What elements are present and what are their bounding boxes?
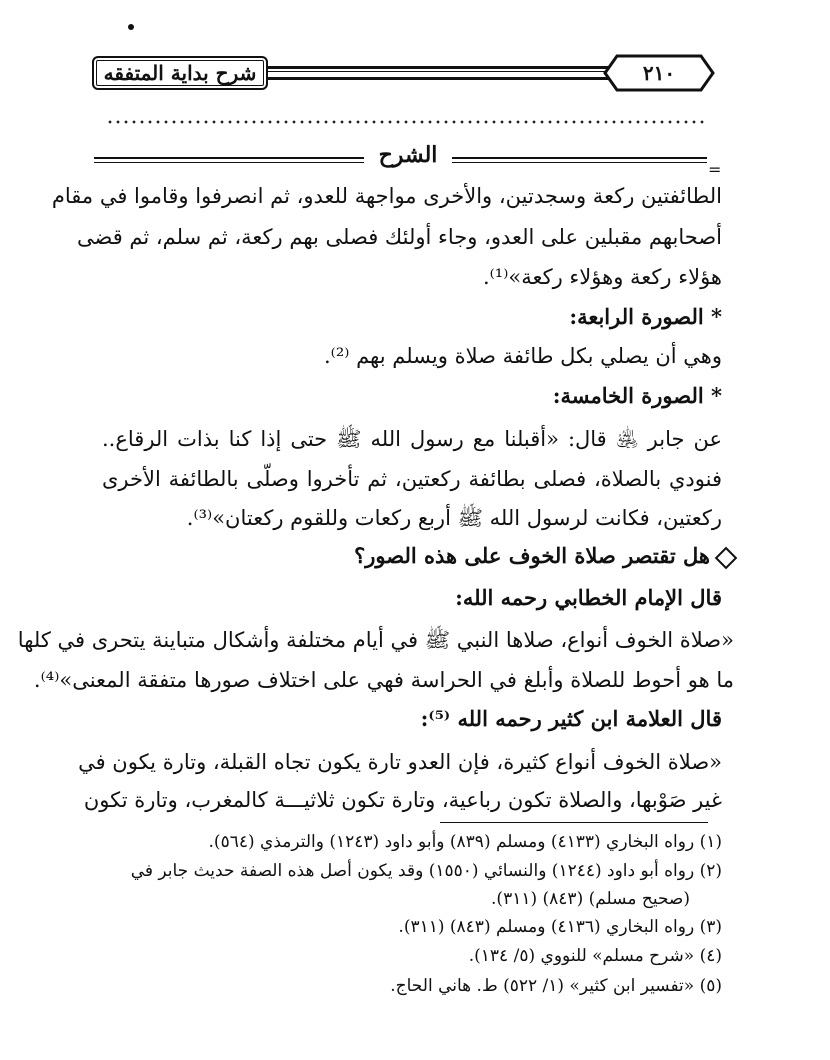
- page-number: ٢١٠: [642, 61, 676, 85]
- section-rule-right-thin: [452, 162, 707, 163]
- body-line: «صلاة الخوف أنواع، صلاها النبي ﷺ في أيام مختلفة وأشكال متباينة يتحرى في كلها: [17, 628, 734, 652]
- question-text: هل تقتصر صلاة الخوف على هذه الصور؟: [354, 543, 710, 568]
- footnote-rule: [440, 822, 708, 823]
- footnote: (١) رواه البخاري (٤١٣٣) ومسلم (٨٣٩) وأبو داود (١٢٤٣) والترمذي (٥٦٤).: [208, 832, 722, 852]
- dotted-separator: [106, 118, 706, 132]
- body-line: وهي أن يصلي بكل طائفة صلاة ويسلم بهم ⁽²⁾.: [323, 344, 722, 368]
- body-line: عن جابر ﵁ قال: «أقبلنا مع رسول الله ﷺ حتى إذا كنا بذات الرقاع..: [102, 427, 722, 451]
- body-line: ما هو أحوط للصلاة وأبلغ في الحراسة فهي على اختلاف صورها متفقة المعنى»⁽⁴⁾.: [33, 668, 734, 692]
- body-line: فنودي بالصلاة، فصلى بطائفة ركعتين، ثم تأخروا وصلّى بالطائفة الأخرى: [102, 467, 722, 491]
- margin-dot: [128, 24, 134, 30]
- body-line: ركعتين، فكانت لرسول الله ﷺ أربع ركعات وللقوم ركعتان»⁽³⁾.: [186, 506, 722, 530]
- footnote: (صحيح مسلم) (٨٤٣) (٣١١).: [491, 889, 690, 909]
- margin-mark: =: [708, 160, 722, 179]
- footnote: (٥) «تفسير ابن كثير» (١/ ٥٢٢) ط. هاني الحاج.: [390, 976, 722, 996]
- body-line: «صلاة الخوف أنواع كثيرة، فإن العدو تارة يكون تجاه القبلة، وتارة يكون في: [78, 750, 722, 774]
- header-rule: [268, 66, 608, 80]
- body-line: غير صَوْبها، والصلاة تكون رباعية، وتارة تكون ثلاثيـــة كالمغرب، وتارة تكون: [83, 788, 722, 812]
- subheading-fourth-form: * الصورة الرابعة:: [569, 304, 722, 329]
- section-rule-right: [452, 157, 707, 159]
- section-rule-left: [94, 157, 364, 159]
- question-heading: [114, 541, 734, 571]
- book-title: شرح بداية المتفقه: [92, 56, 268, 90]
- diamond-icon: [715, 546, 738, 569]
- section-rule-left-thin: [94, 162, 364, 163]
- body-line: أصحابهم مقبلين على العدو، وجاء أولئك فصلى بهم ركعة، ثم سلم، ثم قضى: [76, 225, 722, 249]
- footnote: (٢) رواه أبو داود (١٢٤٤) والنسائي (١٥٥٠) وقد يكون أصل هذه الصفة حديث جابر في: [130, 861, 722, 881]
- footnote: (٣) رواه البخاري (٤١٣٦) ومسلم (٨٤٣) (٣١١).: [398, 917, 722, 937]
- subheading-fifth-form: * الصورة الخامسة:: [552, 383, 722, 408]
- section-title: الشرح: [378, 142, 438, 168]
- body-line: هؤلاء ركعة وهؤلاء ركعة»⁽¹⁾.: [482, 265, 722, 289]
- body-line: الطائفتين ركعة وسجدتين، والأخرى مواجهة للعدو، ثم انصرفوا وقاموا في مقام: [51, 184, 722, 208]
- footnote: (٤) «شرح مسلم» للنووي (٥/ ١٣٤).: [468, 946, 722, 966]
- quote-attribution: قال العلامة ابن كثير رحمه الله ⁽⁵⁾:: [420, 706, 722, 731]
- quote-attribution: قال الإمام الخطابي رحمه الله:: [455, 585, 722, 610]
